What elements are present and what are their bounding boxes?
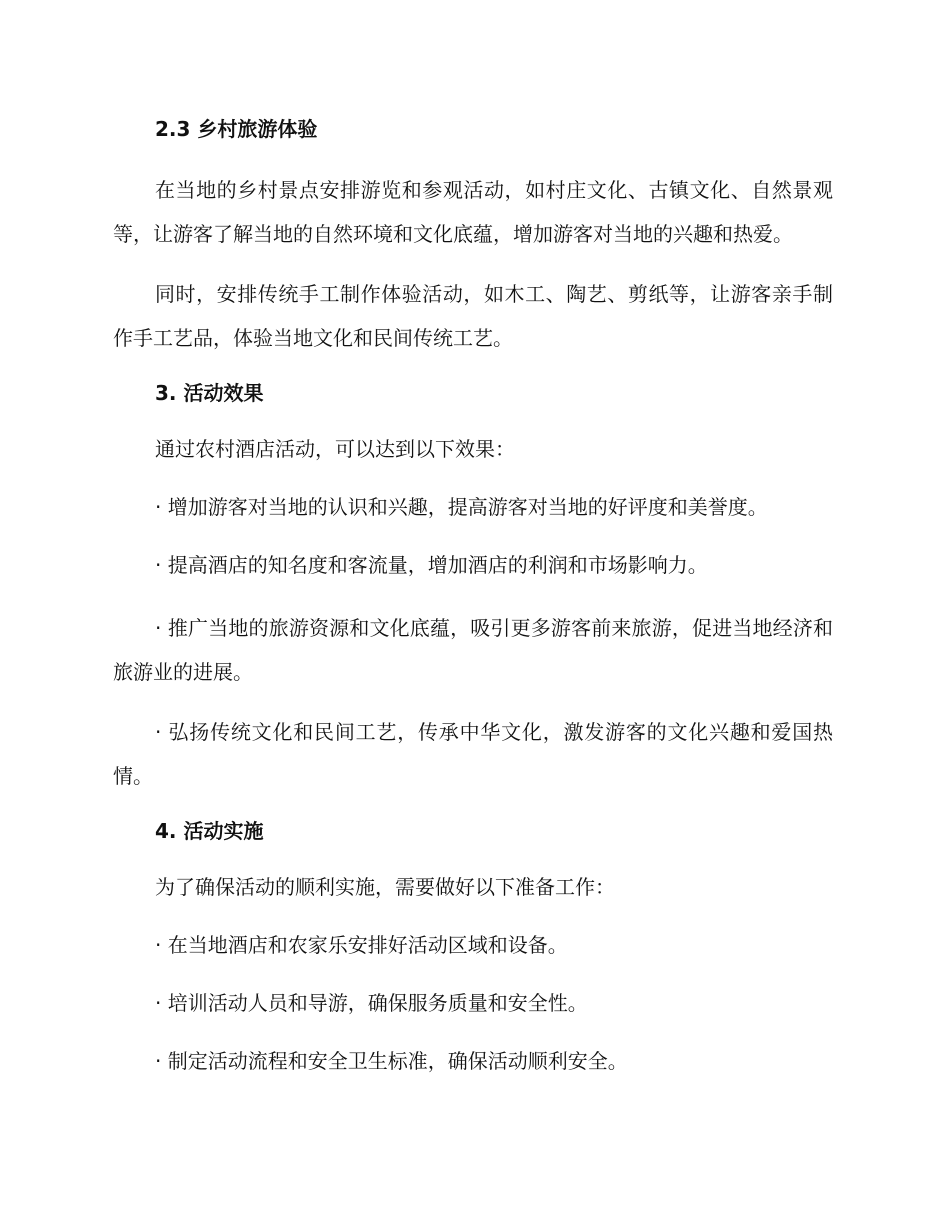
section-heading-2-3: 2.3 乡村旅游体验 xyxy=(155,117,318,141)
bullet-item: · 推广当地的旅游资源和文化底蕴，吸引更多游客前来旅游，促进当地经济和旅游业的进展。 xyxy=(113,616,833,684)
bullet-item: · 培训活动人员和导游，确保服务质量和安全性。 xyxy=(155,991,588,1015)
section-heading-4: 4. 活动实施 xyxy=(155,819,264,843)
bullet-item: · 在当地酒店和农家乐安排好活动区域和设备。 xyxy=(155,933,568,957)
bullet-item: · 弘扬传统文化和民间工艺，传承中华文化，激发游客的文化兴趣和爱国热情。 xyxy=(113,720,833,788)
section-heading-3: 3. 活动效果 xyxy=(155,381,264,405)
bullet-item: · 提高酒店的知名度和客流量，增加酒店的利润和市场影响力。 xyxy=(155,553,708,577)
paragraph-handicraft-experience: 同时，安排传统手工制作体验活动，如木工、陶艺、剪纸等，让游客亲手制作手工艺品，体验当地文化和民间传统工艺。 xyxy=(113,282,833,350)
paragraph-implementation-intro: 为了确保活动的顺利实施，需要做好以下准备工作： xyxy=(155,875,615,899)
document-page xyxy=(113,112,833,1102)
paragraph-rural-sightseeing: 在当地的乡村景点安排游览和参观活动，如村庄文化、古镇文化、自然景观等，让游客了解当地的自然环境和文化底蕴，增加游客对当地的兴趣和热爱。 xyxy=(113,178,833,246)
paragraph-effects-intro: 通过农村酒店活动，可以达到以下效果： xyxy=(155,437,515,461)
bullet-item: · 制定活动流程和安全卫生标准，确保活动顺利安全。 xyxy=(155,1049,628,1073)
bullet-item: · 增加游客对当地的认识和兴趣，提高游客对当地的好评度和美誉度。 xyxy=(155,495,768,519)
